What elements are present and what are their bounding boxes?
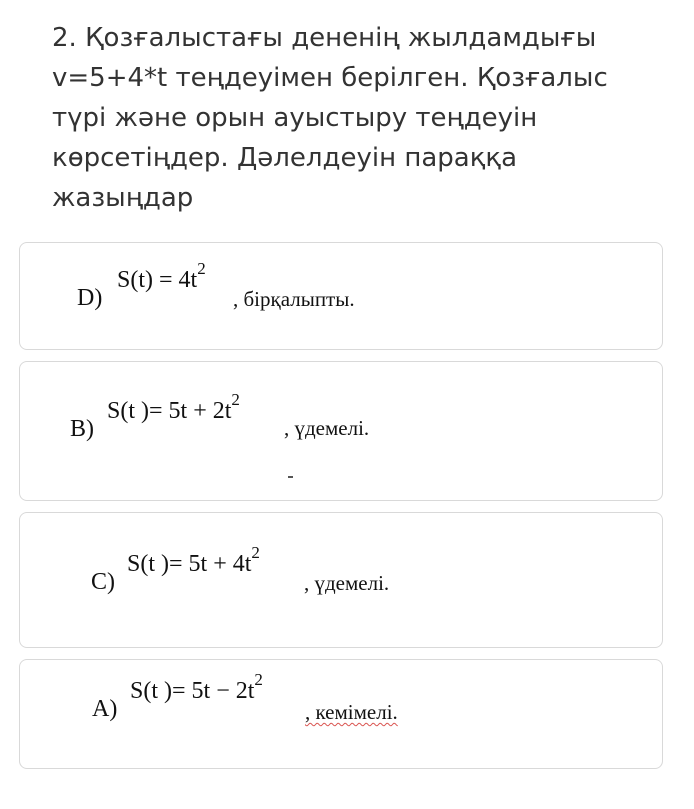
equation-lhs: S(t )= [107, 398, 169, 424]
question-text: 2. Қозғалыстағы дененің жылдамдығы v=5+4*t теңдеуімен берілген. Қозғалыс түрі және орын ауыстыру теңдеуін көрсетіңдер. Дәлелдеуін параққа жазыңдар [52, 23, 608, 213]
option-equation [130, 670, 263, 705]
option-equation [107, 390, 240, 425]
option-letter: C) [91, 569, 115, 595]
option-letter: B) [70, 416, 94, 442]
equation-rhs: 5t + 2t [168, 398, 232, 424]
equation-rhs: 4t [178, 267, 198, 293]
option-description: , бірқалыпты. [233, 287, 355, 311]
option-equation [117, 259, 206, 294]
equation-exponent: 2 [251, 543, 260, 562]
option-description: , үдемелі. [304, 571, 390, 595]
answer-option-c[interactable] [19, 512, 663, 648]
answer-option-b[interactable] [19, 361, 663, 501]
equation-exponent: 2 [254, 670, 263, 689]
answer-option-d[interactable] [19, 242, 663, 350]
option-description: , кемімелі. [305, 700, 398, 724]
option-letter: A) [92, 696, 118, 722]
equation-rhs: 5t − 2t [191, 678, 255, 704]
option-description: , үдемелі. [284, 416, 370, 440]
answer-option-a[interactable] [19, 659, 663, 769]
option-equation [127, 543, 260, 578]
stray-mark [288, 476, 293, 478]
equation-lhs: S(t )= [130, 678, 192, 704]
equation-exponent: 2 [231, 390, 240, 409]
equation-lhs: S(t )= [127, 551, 189, 577]
equation-exponent: 2 [197, 259, 206, 278]
option-letter: D) [77, 285, 103, 311]
equation-rhs: 5t + 4t [188, 551, 252, 577]
equation-lhs: S(t) = [117, 267, 179, 293]
